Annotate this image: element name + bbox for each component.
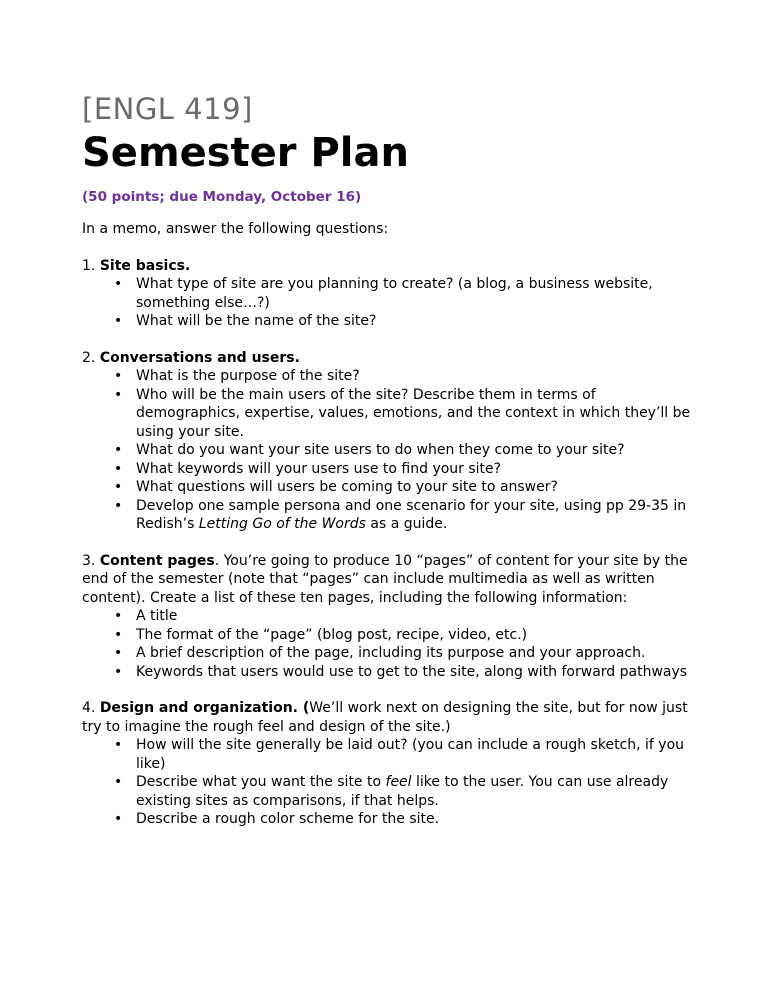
bullet-icon: • xyxy=(114,608,123,624)
list-item: • What do you want your site users to do when they come to your site? xyxy=(114,442,625,458)
bullet-icon: • xyxy=(114,811,123,827)
bullet-icon: • xyxy=(114,442,123,458)
section-title: Content pages xyxy=(99,552,215,569)
list-item: • A brief description of the page, including its purpose and your approach. xyxy=(114,645,646,661)
list-item: • What is the purpose of the site? xyxy=(114,368,360,384)
course-code: [ENGL 419] xyxy=(82,92,253,126)
section-conversations-users xyxy=(82,349,692,534)
section-number: 3. xyxy=(82,552,100,569)
list-item: • Develop one sample persona and one scenario for your site, using pp 29-35 in Redish’s Letting Go of the Words as a guide. xyxy=(114,497,687,532)
list-item: • A title xyxy=(114,608,178,624)
bullet-icon: • xyxy=(114,479,123,495)
section-body: We’ll work next on designing the site, but for now just try to imagine the rough feel and design of the site.) xyxy=(82,700,688,735)
list-item: • Who will be the main users of the site? Describe them in terms of demographics, expertise, values, emotions, and the context in which they’ll be using your site. xyxy=(114,386,691,440)
page-title: Semester Plan xyxy=(82,130,409,176)
bullet-list xyxy=(82,275,692,331)
bullet-icon: • xyxy=(114,663,123,680)
bullet-icon: • xyxy=(114,645,123,661)
bullet-icon: • xyxy=(114,497,123,514)
section-number: 2. xyxy=(82,349,100,366)
list-item: • What type of site are you planning to create? (a blog, a business website, something else…?) xyxy=(114,276,653,311)
section-number: 4. xyxy=(82,700,100,716)
intro-text: In a memo, answer the following questions: xyxy=(82,221,389,237)
bullet-icon: • xyxy=(114,460,123,477)
emphasis-text: feel xyxy=(385,774,412,790)
bullet-list xyxy=(82,607,692,681)
book-title: Letting Go of the Words xyxy=(198,516,366,532)
document-page xyxy=(82,92,692,829)
list-item: • What questions will users be coming to your site to answer? xyxy=(114,479,558,495)
section-title: Site basics. xyxy=(99,257,191,274)
section-paragraph xyxy=(82,699,692,736)
bullet-icon: • xyxy=(114,737,123,753)
bullet-list xyxy=(82,736,692,829)
list-item: • What keywords will your users use to find your site? xyxy=(114,460,502,477)
bullet-icon: • xyxy=(114,626,123,643)
list-item: • What will be the name of the site? xyxy=(114,313,377,329)
list-item: • Keywords that users would use to get to the site, along with forward pathways xyxy=(114,663,688,680)
section-number: 1. xyxy=(82,257,100,274)
section-heading xyxy=(82,349,692,368)
section-title: Design and organization. ( xyxy=(99,700,310,716)
section-content-pages xyxy=(82,552,692,682)
list-item: • Describe a rough color scheme for the site. xyxy=(114,811,440,827)
section-body: . You’re going to produce 10 “pages” of content for your site by the end of the semester (note that “pages” can include multimedia as well as written content). Create a list of these ten pages, including the following information: xyxy=(82,552,688,606)
list-item: • How will the site generally be laid out? (you can include a rough sketch, if you like) xyxy=(114,737,685,772)
bullet-icon: • xyxy=(114,368,123,384)
bullet-icon: • xyxy=(114,276,123,292)
bullet-icon: • xyxy=(114,774,123,790)
points-due-date: (50 points; due Monday, October 16) xyxy=(82,189,362,205)
bullet-icon: • xyxy=(114,313,123,329)
section-heading xyxy=(82,257,692,276)
section-design-organization xyxy=(82,699,692,829)
section-title: Conversations and users. xyxy=(99,349,300,366)
section-paragraph xyxy=(82,552,692,608)
list-item: • Describe what you want the site to feel like to the user. You can use already existing sites as comparisons, if that helps. xyxy=(114,774,669,809)
bullet-list xyxy=(82,367,692,534)
bullet-icon: • xyxy=(114,386,123,403)
section-site-basics xyxy=(82,257,692,331)
list-item: • The format of the “page” (blog post, recipe, video, etc.) xyxy=(114,626,528,643)
